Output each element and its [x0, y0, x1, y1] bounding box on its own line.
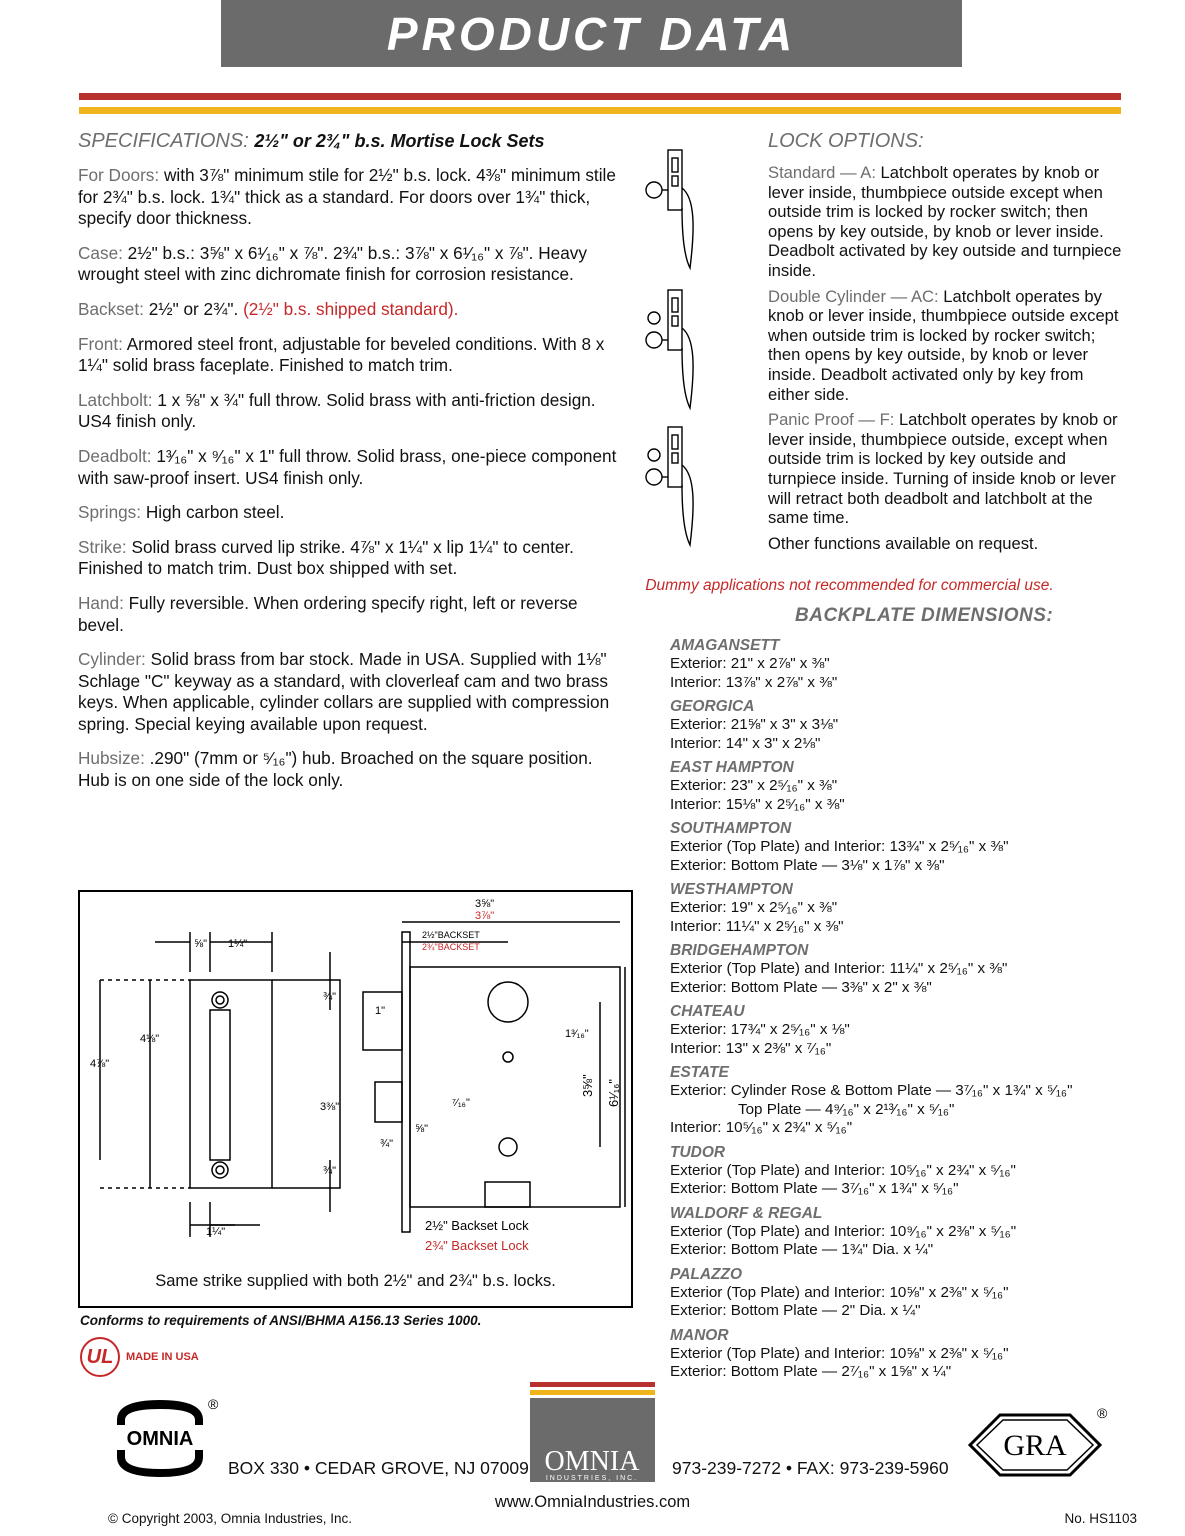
backplate-list	[670, 637, 1130, 1388]
backplate-dimension: Interior: 15⅛" x 2⁵⁄₁₆" x ⅜"	[670, 795, 845, 813]
label-338: 3⅜"	[320, 1101, 340, 1113]
backplate-item	[670, 1003, 1130, 1058]
backplate-name: WESTHAMPTON	[670, 881, 793, 898]
label-358v: 3⅝"	[580, 1074, 595, 1097]
spec-text: with 3⅞" minimum stile for 2½" b.s. lock. 4⅜" minimum stile for 2¾" b.s. lock. 1¾" thick as a standard. For doors over 1¾" thick, specify door thickness.	[78, 165, 616, 229]
backplate-dimension: Exterior (Top Plate) and Interior: 10⁹⁄₁₆" x 2⅜" x ⁵⁄₁₆"	[670, 1222, 1017, 1240]
spec-label: Deadbolt:	[78, 445, 152, 466]
label-58b: ⅝"	[415, 1123, 429, 1135]
backplate-dimension: Exterior: Bottom Plate — 2" Dia. x ¼"	[670, 1302, 921, 1319]
backplate-dimension: Exterior: 21" x 2⅞" x ⅜"	[670, 655, 830, 672]
backplate-dimension: Exterior (Top Plate) and Interior: 10⅝" x 2⅜" x ⁵⁄₁₆"	[670, 1344, 1009, 1362]
backplate-dimension: Top Plate — 4⁹⁄₁₆" x 2¹³⁄₁₆" x ⁵⁄₁₆"	[738, 1100, 955, 1118]
spec-label: Springs:	[78, 502, 142, 523]
backplate-item	[670, 1144, 1130, 1199]
spec-item	[78, 537, 618, 580]
made-in-usa: MADE IN USA	[126, 1351, 199, 1363]
omnia-logo-text: OMNIA	[126, 1428, 194, 1450]
backplate-item	[670, 698, 1130, 753]
spec-text: 2½" or 2¾".	[143, 298, 244, 319]
omnia-industries-logo	[530, 1382, 655, 1482]
spec-label: Front:	[78, 333, 123, 354]
yellow-divider	[79, 107, 1121, 114]
label-418: 4⅛"	[140, 1033, 160, 1045]
strike-plate	[100, 932, 340, 1237]
backplate-name: CHATEAU	[670, 1003, 745, 1020]
spec-label: Backset:	[78, 298, 144, 319]
label-212-backset: 2½"BACKSET	[422, 930, 480, 940]
copyright: © Copyright 2003, Omnia Industries, Inc.	[108, 1511, 353, 1526]
label-114b: 1¼"	[206, 1226, 226, 1238]
backplate-dimension: Interior: 13" x 2⅜" x ⁷⁄₁₆"	[670, 1039, 832, 1057]
lock-option	[768, 410, 1128, 528]
ul-badge	[80, 1337, 199, 1377]
spec-item	[78, 502, 618, 524]
lock-option-text: Latchbolt operates by knob or lever inside, thumbpiece outside, except when outside trim is locked by key outside and turnpiece inside. Turning of inside knob or lever will retract both deadbolt and latchbolt at the same time.	[768, 410, 1118, 528]
label-478: 4⅞"	[90, 1058, 110, 1070]
backplate-item	[670, 1266, 1130, 1321]
backplate-dimension: Interior: 10⁵⁄₁₆" x 2¾" x ⁵⁄₁₆"	[670, 1119, 853, 1136]
label-34a: ¾"	[323, 991, 337, 1003]
label-114: 1¼"	[228, 938, 248, 950]
spec-label: Hubsize:	[78, 748, 145, 769]
spec-text: 2½" b.s.: 3⅝" x 6¹⁄₁₆" x ⅞". 2¾" b.s.: 3⅞" x 6¹⁄₁₆" x ⅞". Heavy wrought steel with zinc dichromate finish for corrosion resistance.	[78, 242, 587, 285]
omnia-center-text: OMNIA	[544, 1446, 640, 1477]
backplate-dimension: Exterior (Top Plate) and Interior: 10⁵⁄₁₆" x 2¾" x ⁵⁄₁₆"	[670, 1161, 1016, 1179]
header-banner	[221, 0, 962, 67]
backplate-dimension: Exterior: Bottom Plate — 2⁷⁄₁₆" x 1⅝" x ¼"	[670, 1363, 952, 1380]
spec-item	[78, 334, 618, 377]
specifications-section	[78, 130, 618, 805]
backplate-dimension: Exterior: Bottom Plate — 3⅜" x 2" x ⅜"	[670, 978, 932, 996]
backplate-item	[670, 1327, 1130, 1382]
backplate-dimension: Exterior: Cylinder Rose & Bottom Plate — 3⁷⁄₁₆" x 1¾" x ⁵⁄₁₆"	[670, 1082, 1073, 1099]
backplate-dimension: Exterior (Top Plate) and Interior: 11¼" x 2⁵⁄₁₆" x ⅜"	[670, 960, 1008, 977]
spec-item	[78, 299, 618, 321]
page-title: PRODUCT DATA	[386, 7, 797, 60]
backplate-dimension: Exterior: 21⅝" x 3" x 3⅛"	[670, 716, 839, 733]
backplate-dimension: Exterior: Bottom Plate — 3⅛" x 1⅞" x ⅜"	[670, 856, 945, 874]
spec-item	[78, 748, 618, 791]
company-website[interactable]: www.OmniaIndustries.com	[494, 1493, 691, 1511]
label-34c: ¾"	[380, 1138, 394, 1150]
backplate-name: GEORGICA	[670, 698, 755, 715]
ansi-conformance: Conforms to requirements of ANSI/BHMA A156.13 Series 1000.	[80, 1313, 482, 1328]
label-716: ⁷⁄₁₆"	[452, 1097, 470, 1109]
label-1: 1"	[375, 1005, 386, 1017]
spec-text: 1 x ⅝" x ¾" full throw. Solid brass with anti-friction design. US4 finish only.	[78, 389, 596, 432]
backplate-dimension: Exterior: Bottom Plate — 1¾" Dia. x ¼"	[670, 1241, 934, 1258]
standard-lock-trim-icon	[640, 148, 710, 273]
lock-options-list	[768, 163, 1128, 528]
backplate-dimension: Exterior: Bottom Plate — 3⁷⁄₁₆" x 1¾" x ⁵⁄₁₆"	[670, 1180, 959, 1197]
spec-text: Armored steel front, adjustable for beveled conditions. With 8 x 1¼" solid brass faceplate. Finished to match trim.	[78, 333, 605, 376]
spec-item	[78, 243, 618, 286]
backplate-name: EAST HAMPTON	[670, 759, 794, 776]
company-address: BOX 330 • CEDAR GROVE, NJ 07009	[228, 1458, 529, 1478]
spec-item	[78, 593, 618, 636]
label-1316: 1³⁄₁₆"	[565, 1028, 589, 1040]
backplate-name: SOUTHAMPTON	[670, 820, 792, 837]
backplate-name: PALAZZO	[670, 1265, 743, 1283]
lock-option-label: Panic Proof — F:	[768, 410, 895, 430]
label-212-backset-lock: 2½" Backset Lock	[425, 1218, 529, 1233]
backplate-dimension: Interior: 14" x 3" x 2⅛"	[670, 734, 821, 752]
gra-logo	[965, 1400, 1115, 1485]
backplate-item	[670, 1064, 1130, 1138]
backplate-item	[670, 759, 1130, 814]
spec-text: Solid brass curved lip strike. 4⅞" x 1¼" x lip 1¼" to center. Finished to match trim. Dust box shipped with set.	[78, 536, 574, 579]
panic-proof-lock-trim-icon	[640, 425, 710, 550]
ul-logo-icon: UL	[80, 1337, 120, 1377]
backplate-item	[670, 942, 1130, 997]
backplate-item	[670, 1205, 1130, 1260]
backplate-name: TUDOR	[670, 1143, 726, 1161]
spec-label: For Doors:	[78, 165, 160, 185]
backplate-item	[670, 881, 1130, 936]
spec-label: Cylinder:	[78, 649, 146, 670]
registered-mark-left: ®	[208, 1396, 219, 1412]
backplate-name: AMAGANSETT	[670, 637, 780, 654]
spec-item	[78, 446, 618, 489]
label-234-backset: 2¾"BACKSET	[422, 942, 480, 952]
document-number: No. HS1103	[1064, 1511, 1137, 1526]
lock-option-label: Double Cylinder — AC:	[768, 286, 939, 306]
backplate-dimension: Exterior: 23" x 2⁵⁄₁₆" x ⅜"	[670, 777, 838, 794]
diagram-caption: Same strike supplied with both 2½" and 2¾" b.s. locks.	[155, 1272, 556, 1290]
gra-logo-text: GRA	[1003, 1429, 1067, 1462]
backplate-dimension: Exterior: 17¾" x 2⁵⁄₁₆" x ⅛"	[670, 1021, 850, 1038]
label-378: 3⅞"	[475, 910, 495, 922]
backplate-name: BRIDGEHAMPTON	[670, 942, 809, 959]
backplate-name: WALDORF & REGAL	[670, 1204, 823, 1222]
backplate-dimension: Interior: 11¼" x 2⁵⁄₁₆" x ⅜"	[670, 917, 844, 935]
diagram-labels	[90, 898, 621, 1253]
lock-option-text: Latchbolt operates by knob or lever inside, thumbpiece outside except when outside trim is locked by rocker switch; then opens by key outside, by knob or lever inside. Deadbolt activated only by key from either side.	[768, 286, 1119, 404]
spec-text: Fully reversible. When ordering specify right, left or reverse bevel.	[78, 592, 578, 635]
spec-note: (2½" b.s. shipped standard).	[243, 298, 459, 319]
spec-list	[78, 165, 618, 792]
spec-label: Hand:	[78, 592, 124, 613]
label-58: ⅝"	[194, 938, 208, 950]
lock-option	[768, 287, 1128, 405]
spec-label: Latchbolt:	[78, 389, 153, 410]
backplate-item	[670, 820, 1130, 875]
omnia-logo	[105, 1395, 225, 1490]
spec-label: Case:	[78, 242, 123, 263]
spec-item	[78, 390, 618, 433]
red-divider	[79, 93, 1121, 100]
backplate-dimension: Exterior (Top Plate) and Interior: 10⅝" x 2⅜" x ⁵⁄₁₆"	[670, 1283, 1009, 1301]
backplate-dimension: Exterior (Top Plate) and Interior: 13¾" x 2⁵⁄₁₆" x ⅜"	[670, 838, 1009, 855]
strike-lock-diagram	[78, 890, 633, 1308]
spec-label: Strike:	[78, 536, 127, 557]
dummy-warning: Dummy applications not recommended for commercial use.	[645, 577, 1054, 594]
backplate-dimension: Interior: 13⅞" x 2⅞" x ⅜"	[670, 673, 838, 691]
lock-option-label: Standard — A:	[768, 163, 876, 182]
lock-options-title: LOCK OPTIONS:	[768, 130, 924, 152]
spec-text: 1³⁄₁₆" x ⁹⁄₁₆" x 1" full throw. Solid brass, one-piece component with saw-proof insert. US4 finish only.	[78, 445, 617, 488]
label-34b: ¾"	[323, 1165, 337, 1177]
label-6116: 6¹⁄₁₆"	[606, 1079, 621, 1107]
omnia-center-sub: INDUSTRIES, INC.	[545, 1475, 639, 1482]
backplate-dimension: Exterior: 19" x 2⁵⁄₁₆" x ⅜"	[670, 899, 838, 916]
spec-text: .290" (7mm or ⁵⁄₁₆") hub. Broached on the square position. Hub is on one side of the lock only.	[78, 748, 593, 791]
other-functions-note: Other functions available on request.	[768, 533, 1039, 553]
lock-option	[768, 163, 1128, 281]
lock-option-text: Latchbolt operates by knob or lever inside, thumbpiece outside except when outside trim is locked by rocker switch; then opens by key outside, by knob or lever inside. Deadbolt activated by key outside and turnpiece inside.	[768, 163, 1122, 280]
lock-options-section	[768, 130, 1128, 554]
registered-mark-right: ®	[1097, 1405, 1108, 1421]
backplate-title: BACKPLATE DIMENSIONS:	[795, 605, 1054, 626]
spec-text: High carbon steel.	[141, 502, 285, 523]
label-234-backset-lock: 2¾" Backset Lock	[425, 1238, 529, 1253]
label-358: 3⅝"	[475, 898, 495, 910]
backplate-name: MANOR	[670, 1326, 729, 1344]
specifications-title: SPECIFICATIONS: 2½" or 2¾" b.s. Mortise Lock Sets	[78, 130, 545, 152]
backplate-item	[670, 637, 1130, 692]
spec-item	[78, 649, 618, 735]
double-cylinder-lock-trim-icon	[640, 288, 710, 413]
diagram-drawing	[80, 892, 631, 1306]
backplate-name: ESTATE	[670, 1064, 729, 1081]
spec-item	[78, 165, 618, 230]
spec-text: Solid brass from bar stock. Made in USA. Supplied with 1⅛" Schlage "C" keyway as a standard, with cloverleaf cam and two brass keys. When applicable, cylinder collars are supplied with compression spring. Special keying available upon request.	[78, 649, 610, 734]
company-phone: 973-239-7272 • FAX: 973-239-5960	[672, 1458, 949, 1478]
